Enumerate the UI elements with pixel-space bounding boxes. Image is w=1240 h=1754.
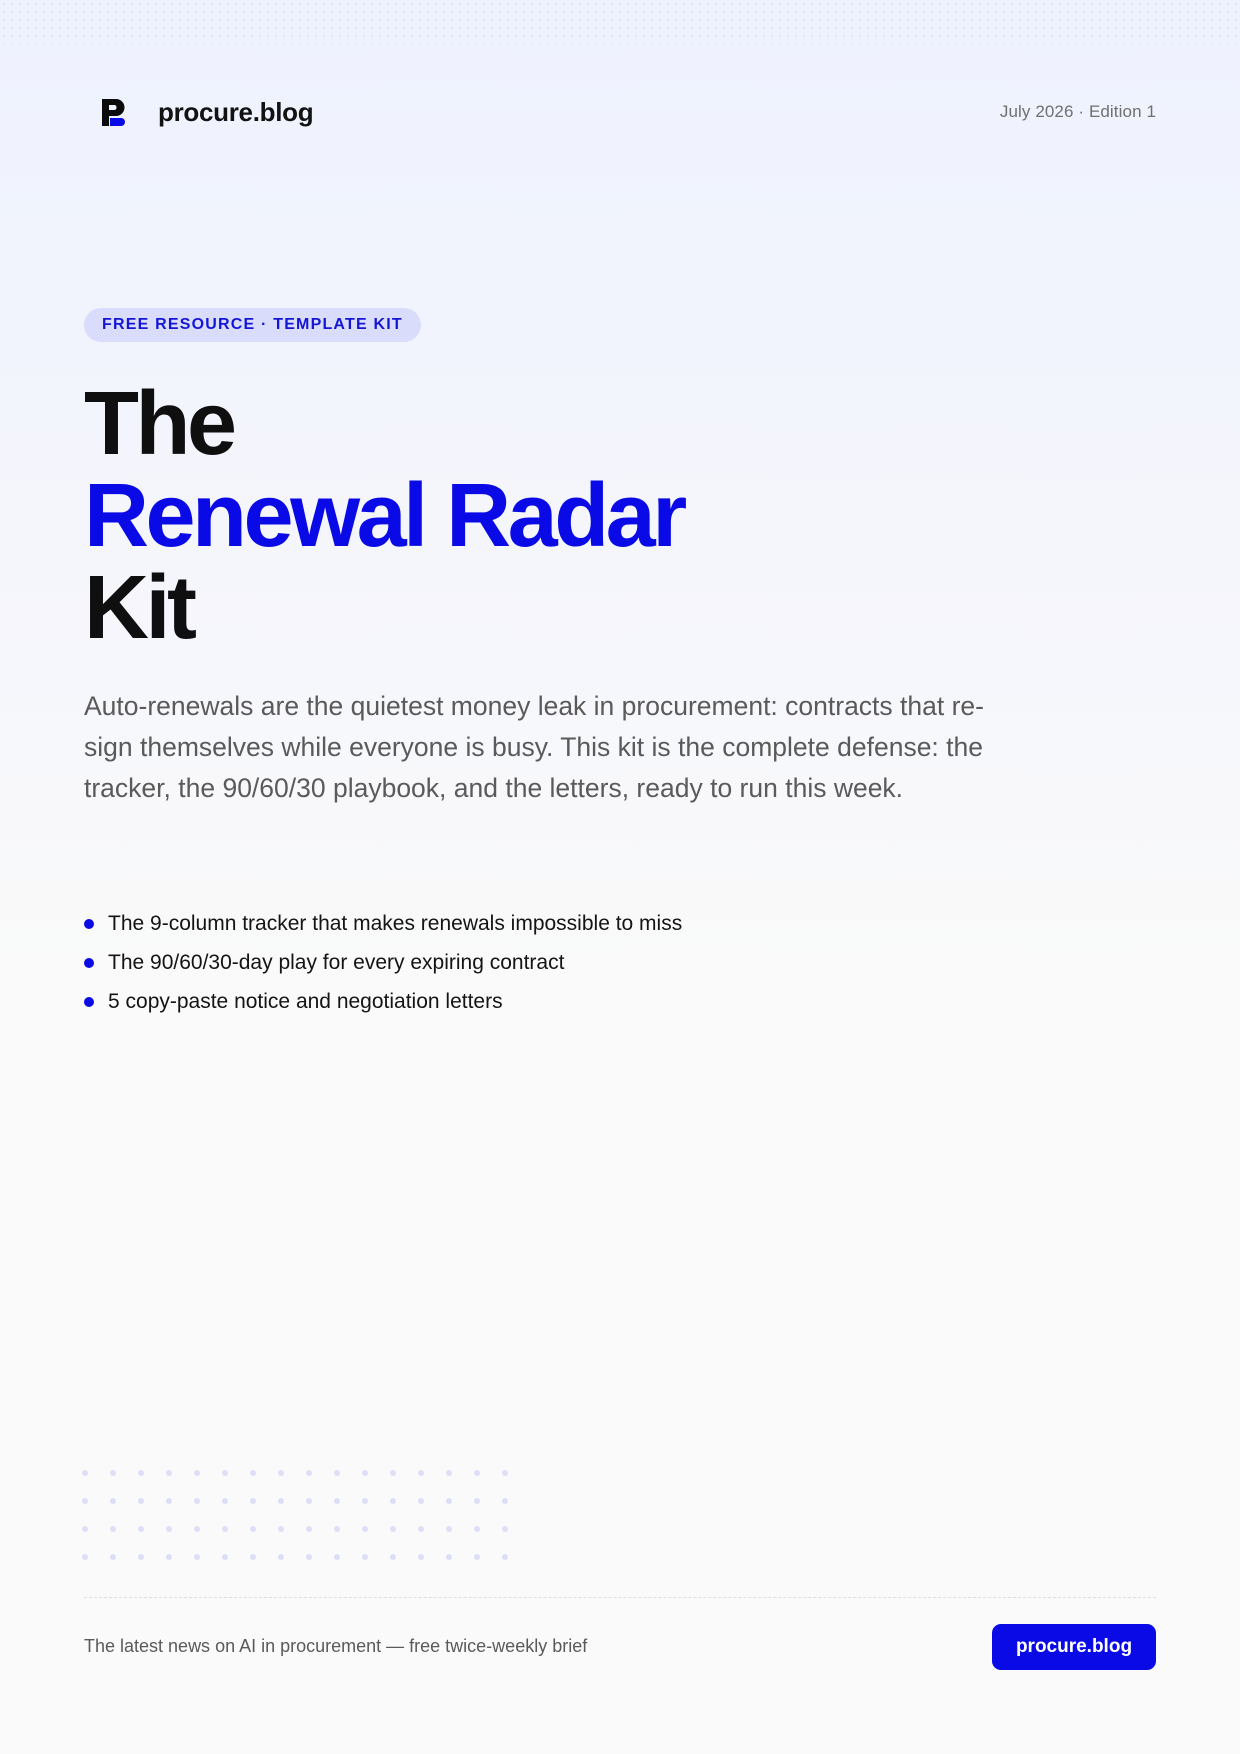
grid-dot	[222, 1498, 228, 1504]
grid-dot	[474, 1554, 480, 1560]
grid-dot	[278, 1470, 284, 1476]
top-dot-pattern	[0, 0, 1240, 44]
grid-dot	[306, 1498, 312, 1504]
grid-dot	[166, 1526, 172, 1532]
grid-dot	[502, 1526, 508, 1532]
grid-dot	[82, 1498, 88, 1504]
grid-dot	[334, 1526, 340, 1532]
grid-dot	[222, 1470, 228, 1476]
feature-list	[84, 904, 682, 1021]
brand-name: procure.blog	[158, 96, 314, 127]
grid-dot	[418, 1554, 424, 1560]
grid-dot	[362, 1554, 368, 1560]
intro-paragraph: Auto-renewals are the quietest money leak in procurement: contracts that re-sign themselves while everyone is busy. This kit is the complete defense: the tracker, the 90/60/30 playbook, and the letters, ready to run this week.	[84, 691, 984, 803]
resource-tag: FREE RESOURCE · TEMPLATE KIT	[84, 308, 421, 342]
grid-dot	[138, 1498, 144, 1504]
grid-dot	[390, 1498, 396, 1504]
grid-dot	[306, 1554, 312, 1560]
feature-item	[84, 943, 682, 982]
grid-dot	[110, 1498, 116, 1504]
bullet-dot-icon	[84, 958, 94, 968]
grid-dot	[306, 1526, 312, 1532]
grid-dot	[110, 1470, 116, 1476]
footer-divider	[84, 1597, 1156, 1598]
grid-dot	[138, 1554, 144, 1560]
feature-item	[84, 982, 682, 1021]
grid-dot	[250, 1498, 256, 1504]
grid-dot	[250, 1470, 256, 1476]
grid-dot	[446, 1498, 452, 1504]
feature-item	[84, 904, 682, 943]
title-line-1: The	[84, 374, 234, 474]
feature-text: The 9-column tracker that makes renewals impossible to miss	[108, 912, 683, 935]
grid-dot	[474, 1470, 480, 1476]
grid-dot	[278, 1526, 284, 1532]
grid-dot	[446, 1526, 452, 1532]
grid-dot	[502, 1470, 508, 1476]
grid-dot	[362, 1526, 368, 1532]
grid-dot	[278, 1498, 284, 1504]
grid-dot	[138, 1470, 144, 1476]
grid-dot	[222, 1526, 228, 1532]
grid-dot	[362, 1470, 368, 1476]
grid-dot	[278, 1554, 284, 1560]
grid-dot	[390, 1554, 396, 1560]
title-line-3: Kit	[84, 558, 194, 658]
footer-tagline: The latest news on AI in procurement — free twice-weekly brief	[84, 1636, 588, 1656]
grid-dot	[362, 1498, 368, 1504]
grid-dot	[334, 1470, 340, 1476]
grid-dot	[250, 1554, 256, 1560]
bullet-dot-icon	[84, 997, 94, 1007]
grid-dot	[166, 1470, 172, 1476]
grid-dot	[250, 1526, 256, 1532]
feature-text: The 90/60/30-day play for every expiring contract	[108, 951, 565, 974]
grid-dot	[194, 1526, 200, 1532]
grid-dot	[82, 1470, 88, 1476]
grid-dot	[502, 1554, 508, 1560]
brand[interactable]	[84, 94, 313, 130]
grid-dot	[446, 1470, 452, 1476]
grid-dot	[474, 1498, 480, 1504]
grid-dot	[474, 1526, 480, 1532]
grid-dot	[194, 1498, 200, 1504]
grid-dot	[334, 1498, 340, 1504]
grid-dot	[82, 1554, 88, 1560]
edition-label: July 2026 · Edition 1	[999, 102, 1156, 121]
grid-dot	[138, 1526, 144, 1532]
procure-blog-button[interactable]: procure.blog	[992, 1624, 1156, 1670]
grid-dot	[306, 1470, 312, 1476]
decorative-dot-grid	[82, 1470, 512, 1562]
grid-dot	[390, 1526, 396, 1532]
page-title	[84, 374, 684, 658]
feature-text: 5 copy-paste notice and negotiation letters	[108, 990, 503, 1013]
grid-dot	[418, 1470, 424, 1476]
grid-dot	[334, 1554, 340, 1560]
bullet-dot-icon	[84, 919, 94, 929]
grid-dot	[194, 1554, 200, 1560]
grid-dot	[222, 1554, 228, 1560]
grid-dot	[166, 1498, 172, 1504]
title-line-2: Renewal Radar	[84, 466, 684, 566]
grid-dot	[110, 1554, 116, 1560]
grid-dot	[446, 1554, 452, 1560]
grid-dot	[418, 1526, 424, 1532]
grid-dot	[390, 1470, 396, 1476]
grid-dot	[166, 1554, 172, 1560]
grid-dot	[194, 1470, 200, 1476]
grid-dot	[418, 1498, 424, 1504]
page-header	[84, 92, 1156, 132]
procure-logo-icon	[96, 94, 132, 130]
grid-dot	[82, 1526, 88, 1532]
grid-dot	[110, 1526, 116, 1532]
grid-dot	[502, 1498, 508, 1504]
